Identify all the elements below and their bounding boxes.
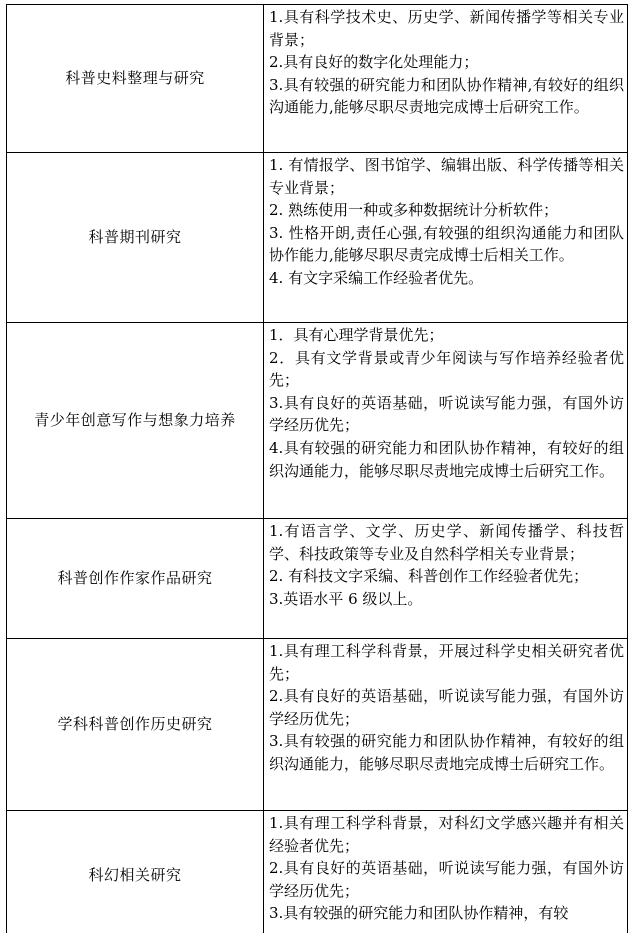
requirement-item: 1. 有情报学、图书馆学、编辑出版、科学传播等相关专业背景； <box>269 156 624 197</box>
requirement-item: 4.具有较强的研究能力和团队协作精神，有较好的组织沟通能力，能够尽职尽责地完成博士后研究工作。 <box>269 438 624 480</box>
requirement-item: 1．具有心理学背景优先； <box>269 326 444 344</box>
requirement-item: 1.具有科学技术史、历史学、新闻传播学等相关专业背景； <box>269 8 624 49</box>
requirement-item: 3.具有较强的研究能力和团队协作精神，有较 <box>269 904 569 923</box>
requirement-item: 2. 熟练使用一种或多种数据统计分析软件； <box>269 201 559 220</box>
research-direction-cell: 科普创作作家作品研究 <box>7 519 264 639</box>
research-direction-cell: 科普史料整理与研究 <box>7 5 264 153</box>
research-direction-cell: 学科科普创作历史研究 <box>7 639 264 811</box>
requirement-item: 2.具有良好的数字化处理能力； <box>269 53 479 72</box>
table-row <box>7 153 628 323</box>
requirements-cell <box>264 639 628 811</box>
table-row <box>7 519 628 639</box>
requirement-item: 3.英语水平 6 级以上。 <box>269 589 423 608</box>
research-direction-cell: 科普期刊研究 <box>7 153 264 323</box>
requirement-item: 3.具有较强的研究能力和团队协作精神,有较好的组织沟通能力,能够尽职尽责地完成博士后研究工作。 <box>269 75 624 117</box>
requirement-item: 3.具有良好的英语基础，听说读写能力强，有国外访学经历优先； <box>269 393 624 435</box>
requirements-cell <box>264 323 628 519</box>
requirement-item: 2.具有良好的英语基础，听说读写能力强，有国外访学经历优先； <box>269 687 624 728</box>
requirement-item: 2. 有科技文字采编、科普创作工作经验者优先； <box>269 567 589 586</box>
requirements-cell <box>264 519 628 639</box>
requirement-item: 3. 性格开朗,责任心强,有较强的组织沟通能力和团队协作能力,能够尽职尽责完成博士后相关工作。 <box>269 223 624 265</box>
requirement-item: 4. 有文字采编工作经验者优先。 <box>269 268 484 287</box>
requirement-item: 2．具有文学背景或青少年阅读与写作培养经验者优先； <box>269 348 624 390</box>
table-row <box>7 639 628 811</box>
requirement-item: 1.具有理工科学科背景，对科幻文学感兴趣并有相关经验者优先； <box>269 814 624 855</box>
research-direction-cell: 科幻相关研究 <box>7 811 264 933</box>
table-row <box>7 811 628 933</box>
requirements-cell <box>264 153 628 323</box>
requirement-item: 1.具有理工科学科背景，开展过科学史相关研究者优先； <box>269 642 624 683</box>
requirements-table <box>6 4 628 933</box>
table-row <box>7 5 628 153</box>
requirements-cell <box>264 5 628 153</box>
research-direction-cell: 青少年创意写作与想象力培养 <box>7 323 264 519</box>
requirement-item: 3.具有较强的研究能力和团队协作精神，有较好的组织沟通能力，能够尽职尽责地完成博士后研究工作。 <box>269 732 624 773</box>
requirement-item: 1.有语言学、文学、历史学、新闻传播学、科技哲学、科技政策等专业及自然科学相关专业背景； <box>269 522 624 563</box>
requirement-item: 2.具有良好的英语基础，听说读写能力强，有国外访学经历优先； <box>269 859 624 900</box>
requirements-cell <box>264 811 628 933</box>
table-row <box>7 323 628 519</box>
